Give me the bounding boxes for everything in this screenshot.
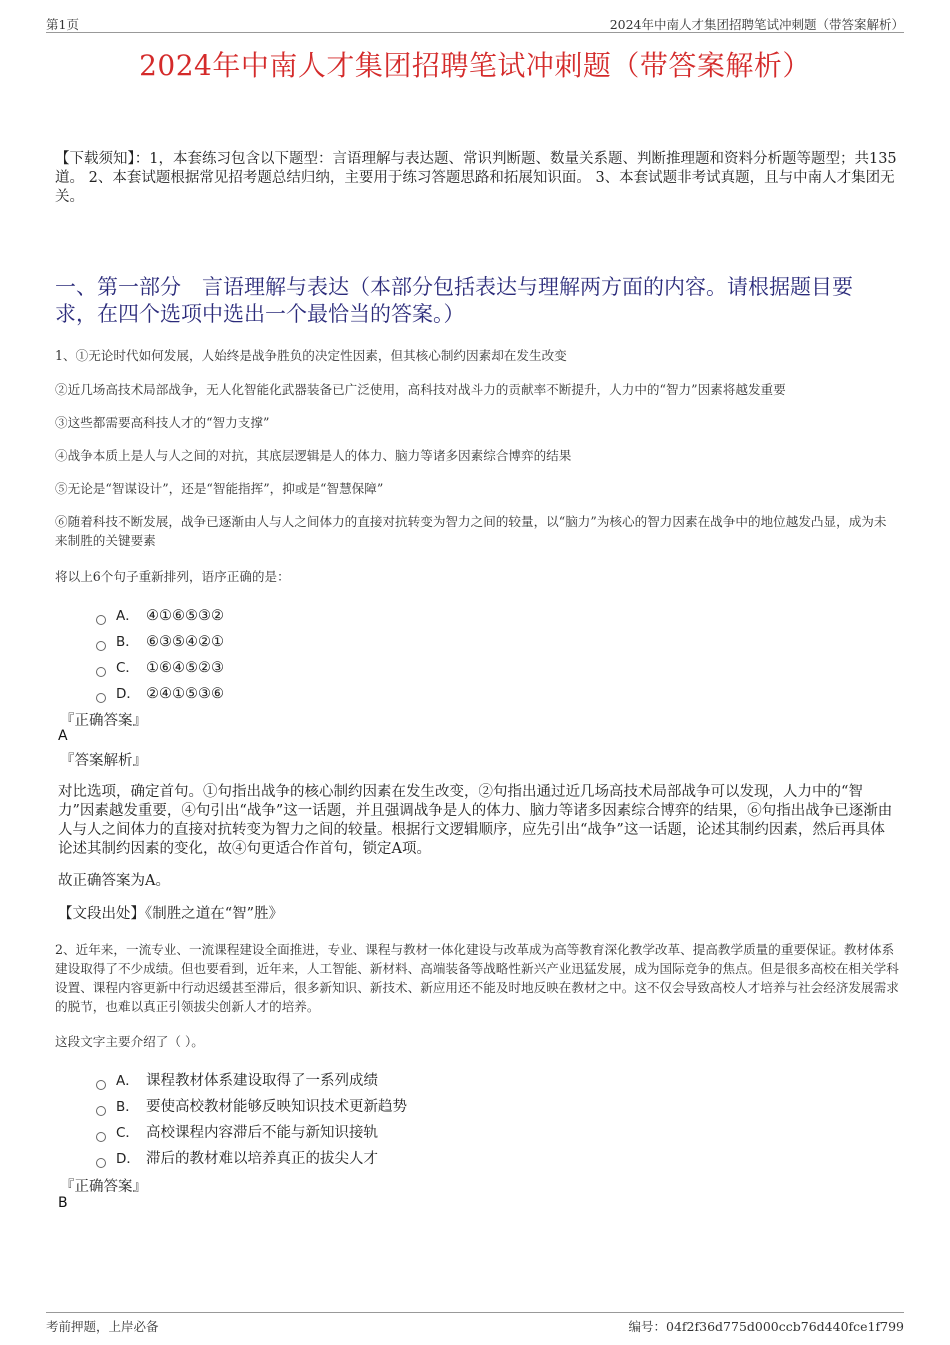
radio-icon[interactable] bbox=[96, 667, 106, 677]
q1-option-b[interactable]: B． ⑥③⑤④②① bbox=[96, 630, 224, 652]
q1-answer: A bbox=[58, 728, 68, 744]
radio-icon[interactable] bbox=[96, 641, 106, 651]
footer-slogan: 考前押题，上岸必备 bbox=[46, 1319, 159, 1334]
q1-source: 【文段出处】《制胜之道在“智”胜》 bbox=[58, 906, 284, 922]
page-number: 第1页 bbox=[46, 17, 79, 32]
q2-stem: 2、近年来，一流专业、一流课程建设全面推进，专业、课程与教材一体化建设与改革成为高等教育深化教学改革、提高教学质量的重要保证。教材体系建设取得了不少成绩。但也要看到，近年来，人工智能、新材料、高端装备等战略性新兴产业迅猛发展，成为国际竞争的焦点。但是很多高校在相关学科设置、课程内容更新中行动迟缓甚至滞后，很多新知识、新技术、新应用还不能及时地反映在教材之中。这不仅会导致高校人才培养与社会经济发展需求的脱节，也难以真正引领拔尖创新人才的培养。 bbox=[55, 942, 899, 1014]
q1-option-c[interactable]: C． ①⑥④⑤②③ bbox=[96, 656, 224, 678]
q2-option-d[interactable]: D． 滞后的教材难以培养真正的拔尖人才 bbox=[96, 1147, 378, 1169]
q1-sentence-1: 1、①无论时代如何发展，人始终是战争胜负的决定性因素，但其核心制约因素却在发生改变 bbox=[55, 348, 567, 363]
page-footer bbox=[46, 1312, 904, 1333]
section-heading: 一、第一部分 言语理解与表达（本部分包括表达与理解两方面的内容。请根据题目要求，在四个选项中选出一个最恰当的答案。） bbox=[55, 275, 853, 326]
q1-sentence-5: ⑤无论是“智谋设计”，还是“智能指挥”，抑或是“智慧保障” bbox=[55, 481, 384, 496]
q1-sentence-4: ④战争本质上是人与人之间的对抗，其底层逻辑是人的体力、脑力等诸多因素综合博弈的结果 bbox=[55, 448, 572, 463]
q2-answer-label: 『正确答案』 bbox=[60, 1179, 147, 1195]
q1-conclusion: 故正确答案为A。 bbox=[58, 873, 170, 889]
radio-icon[interactable] bbox=[96, 1158, 106, 1168]
q1-analysis: 对比选项，确定首句。①句指出战争的核心制约因素在发生改变，②句指出通过近几场高技术局部战争可以发现，人力中的“智力”因素越发重要，④句引出“战争”这一话题，并且强调战争是人的体力、脑力等诸多因素综合博弈的结果，⑥句指出战争已逐渐由人与人之间体力的直接对抗转变为智力之间的较量。根据行文逻辑顺序，应先引出“战争”这一话题，论述其制约因素，然后再具体论述其制约因素的变化，故④句更适合作首句，锁定A项。 bbox=[58, 784, 893, 857]
header-doc-title: 2024年中南人才集团招聘笔试冲刺题（带答案解析） bbox=[609, 17, 904, 32]
q1-answer-label: 『正确答案』 bbox=[60, 713, 147, 729]
radio-icon[interactable] bbox=[96, 615, 106, 625]
q2-option-a[interactable]: A． 课程教材体系建设取得了一系列成绩 bbox=[96, 1069, 378, 1091]
q2-prompt: 这段文字主要介绍了（ ）。 bbox=[55, 1034, 204, 1049]
q1-prompt: 将以上6个句子重新排列，语序正确的是： bbox=[55, 569, 290, 584]
q2-answer: B bbox=[58, 1195, 68, 1211]
q2-option-b[interactable]: B． 要使高校教材能够反映知识技术更新趋势 bbox=[96, 1095, 407, 1117]
footer-doc-id: 编号：04f2f36d775d000ccb76d440fce1f799 bbox=[628, 1319, 904, 1334]
download-notice: 【下载须知】：1，本套练习包含以下题型：言语理解与表达题、常识判断题、数量关系题、判断推理题和资料分析题等题型；共135道。 2、本套试题根据常见招考题总结归纳，主要用于练习答题思路和拓展知识面。 3、本套试题非考试真题，且与中南人才集团无关。 bbox=[55, 151, 897, 205]
radio-icon[interactable] bbox=[96, 1132, 106, 1142]
q1-sentence-2: ②近几场高技术局部战争，无人化智能化武器装备已广泛使用，高科技对战斗力的贡献率不断提升，人力中的“智力”因素将越发重要 bbox=[55, 382, 786, 397]
page-header bbox=[46, 14, 904, 33]
q2-option-c[interactable]: C． 高校课程内容滞后不能与新知识接轨 bbox=[96, 1121, 378, 1143]
radio-icon[interactable] bbox=[96, 1080, 106, 1090]
document-title: 2024年中南人才集团招聘笔试冲刺题（带答案解析） bbox=[139, 49, 811, 82]
q1-sentence-6: ⑥随着科技不断发展，战争已逐渐由人与人之间体力的直接对抗转变为智力之间的较量，以“脑力”为核心的智力因素在战争中的地位越发凸显，成为未来制胜的关键要素 bbox=[55, 514, 887, 548]
radio-icon[interactable] bbox=[96, 1106, 106, 1116]
q1-sentence-3: ③这些都需要高科技人才的“智力支撑” bbox=[55, 415, 270, 430]
radio-icon[interactable] bbox=[96, 693, 106, 703]
q1-analysis-label: 『答案解析』 bbox=[60, 753, 147, 769]
q1-option-a[interactable]: A． ④①⑥⑤③② bbox=[96, 604, 224, 626]
q1-option-d[interactable]: D． ②④①⑤③⑥ bbox=[96, 682, 224, 704]
